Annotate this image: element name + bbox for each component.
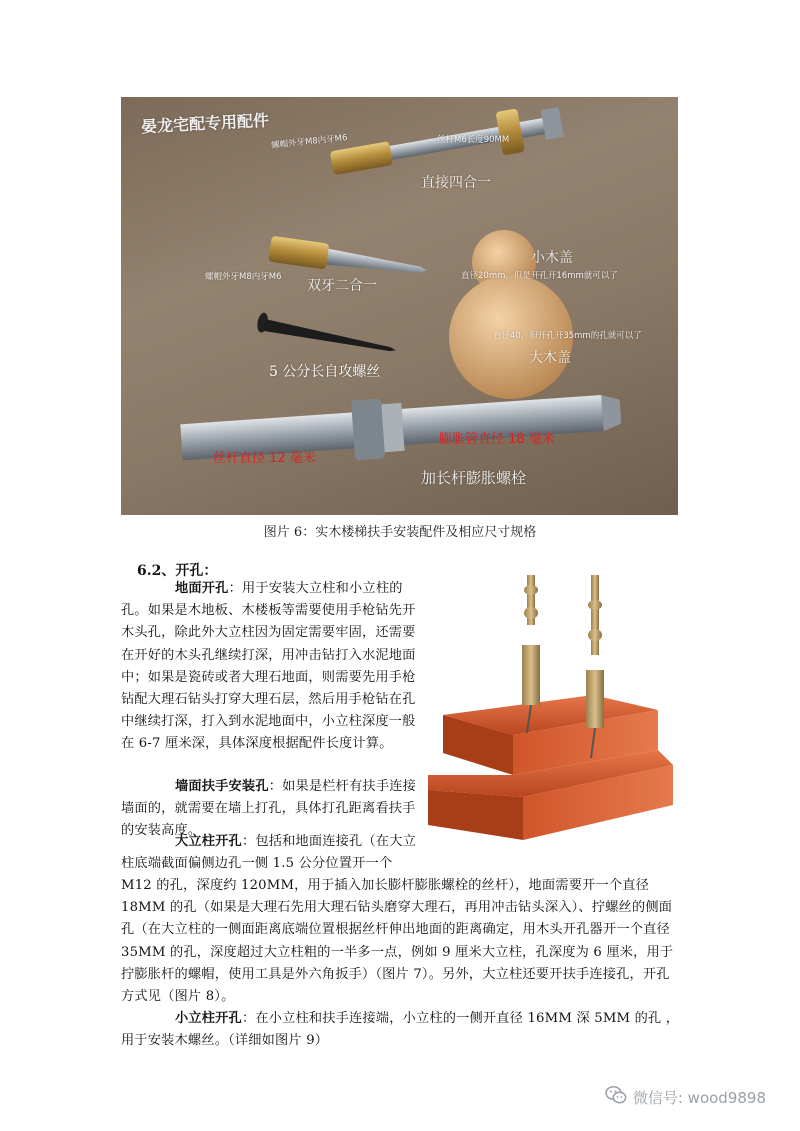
self-tapping-screw <box>256 312 398 356</box>
paragraph-newel-hole-cont: M12 的孔，深度约 120MM，用于插入加长膨杆膨胀螺栓的丝杆），地面需要开一个直径 18MM 的孔（如果是大理石先用大理石钻头磨穿大理石，再用冲击钻头深入）、拧螺丝的侧面孔（在大立柱的一侧面距离底端位置根据丝杆伸出地面的距离确定，用木头开孔器开一个直径 35MM 的孔，深度超过大立柱粗的一半多一点，例如 9 厘米大立柱，孔深度为 6 厘米，用于拧膨胀杆的螺帽，使用工具是外六角扳手）（图片 7）。另外，大立柱还要开扶手连接孔，开孔方式见（图片 8）。 <box>121 878 674 1005</box>
nut-label-top: 螺帽外牙M8内牙M6 <box>270 133 348 151</box>
large-cap-note: 直径40，但开孔开35mm的孔就可以了 <box>493 331 642 341</box>
small-cap-label: 小木盖 <box>531 250 573 266</box>
stair-illustration <box>423 575 678 855</box>
stair-drawing <box>423 575 678 855</box>
wall-hole-text: ：如果是栏杆有扶手连接墙面的，就需要在墙上打孔，具体打孔距离看扶手的安装高度。 <box>121 779 416 839</box>
newel-hole-heading: 大立柱开孔 <box>175 834 242 849</box>
fittings-illustration <box>121 97 678 515</box>
floor-hole-heading: 地面开孔 <box>175 581 229 596</box>
newel-hole-text-a: ：包括和地面连接孔（在大立柱底端截面偏侧边孔一侧 1.5 公分位置开一个 <box>121 834 416 872</box>
baluster-hole-text: ：在小立柱和扶手连接端，小立柱的一侧开直径 16MM 深 5MM 的孔 ，用于安装木螺丝。（详细如图片 9） <box>121 1011 680 1049</box>
figure-caption: 图片 6：实木楼梯扶手安装配件及相应尺寸规格 <box>263 525 537 540</box>
expansion-bolt-label: 加长杆膨胀螺栓 <box>421 469 527 487</box>
wechat-icon <box>605 1085 627 1109</box>
paragraph-floor-hole <box>121 578 419 756</box>
screw-label: 5 公分长自攻螺丝 <box>269 364 381 380</box>
nut-label-mid: 螺帽外牙M8内牙M6 <box>205 272 282 282</box>
fittings-photo <box>121 97 678 515</box>
rod-diameter-label: 丝杆直径 12 毫米 <box>213 451 316 466</box>
wall-hole-heading: 墙面扶手安装孔 <box>175 779 269 794</box>
large-cap-label: 大木盖 <box>529 350 571 366</box>
section-title: 6.2、开孔： <box>137 563 218 579</box>
four-in-one-label: 直接四合一 <box>421 175 491 191</box>
paragraph-newel-hole <box>121 831 419 875</box>
expansion-note: 膨胀管直径 18 毫米 <box>439 432 555 447</box>
paragraph-baluster-hole <box>121 1008 681 1052</box>
rod-length-label: 丝杆M6长度90MM <box>437 135 510 145</box>
floor-hole-text: ：用于安装大立柱和小立柱的孔。如果是木地板、木楼板等需要使用手枪钻先开木头孔，除此外大立柱因为固定需要牢固，还需要在开好的木头孔继续打深，用冲击钻打入水泥地面中；如果是瓷砖或者大理石地面，则需要先用手枪钻配大理石钻头打穿大理石层，然后用手枪钻在孔中继续打深，打入到水泥地面中，小立柱深度一般在 6-7 厘米深，具体深度根据配件长度计算。 <box>121 581 416 752</box>
baluster-hole-heading: 小立柱开孔 <box>175 1011 242 1026</box>
wechat-watermark <box>605 1085 766 1109</box>
two-in-one-label: 双牙二合一 <box>307 278 377 294</box>
brand-label: 晏龙宅配专用配件 <box>140 110 270 137</box>
small-cap-note: 直径20mm，但是开孔开16mm就可以了 <box>461 271 618 281</box>
watermark-text: 微信号: wood9898 <box>632 1088 766 1107</box>
